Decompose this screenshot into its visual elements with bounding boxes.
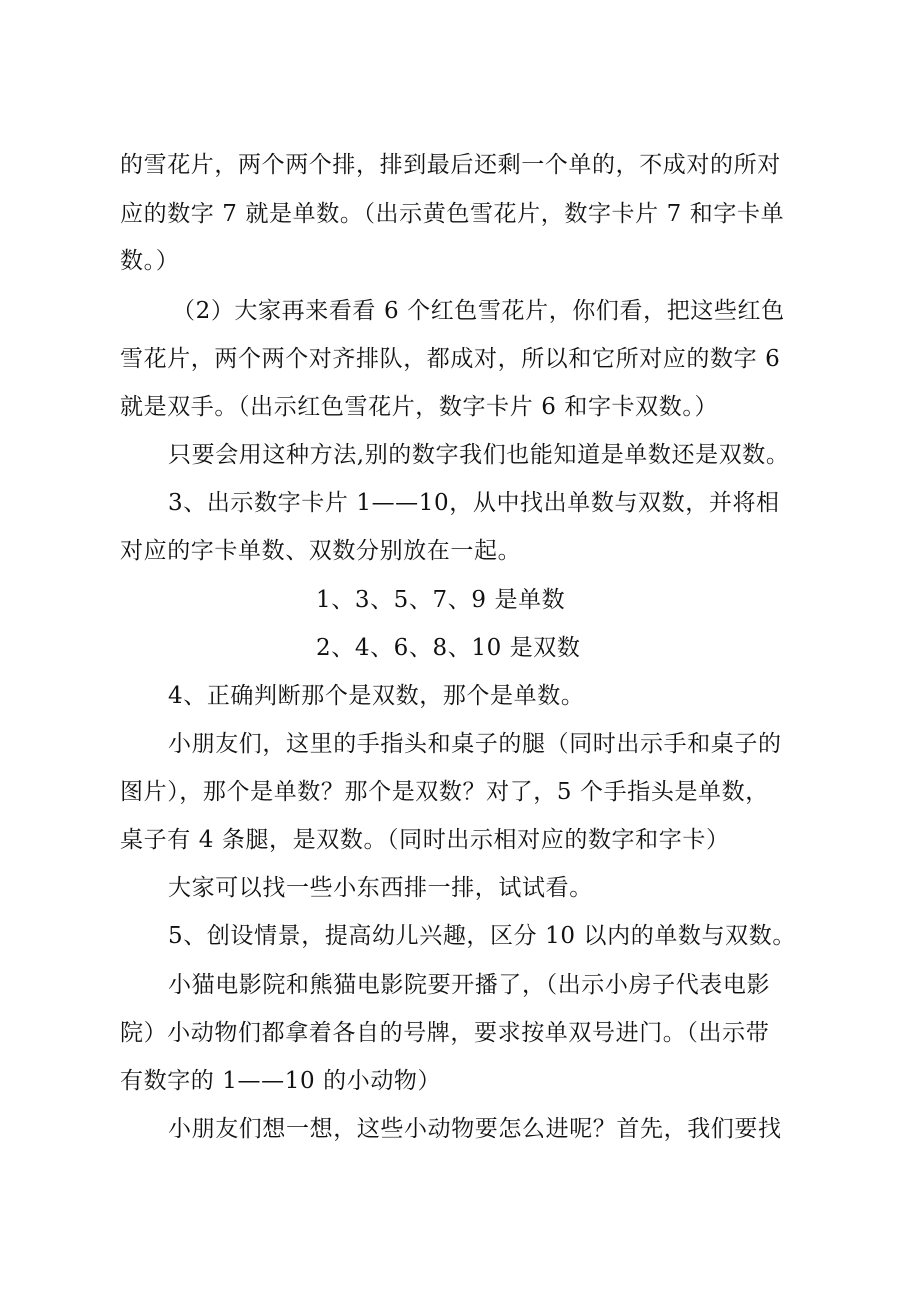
text-line: 只要会用这种方法,别的数字我们也能知道是单数还是双数。 [168, 442, 790, 468]
text-line: 1、3、5、7、9 是单数 [316, 587, 566, 613]
text-line: 小猫电影院和熊猫电影院要开播了，（出示小房子代表电影 [168, 972, 771, 998]
text-line: 图片），那个是单数？那个是双数？对了，5 个手指头是单数， [120, 779, 769, 805]
text-line: 院）小动物们都拿着各自的号牌，要求按单双号进门。（出示带 [120, 1020, 770, 1046]
text-line: 应的数字 7 就是单数。（出示黄色雪花片，数字卡片 7 和字卡单 [120, 201, 785, 227]
text-line: 有数字的 1——10 的小动物） [120, 1068, 442, 1094]
text-line: 小朋友们想一想，这些小动物要怎么进呢？首先，我们要找 [168, 1116, 782, 1142]
text-line: 桌子有 4 条腿，是双数。（同时出示相对应的数字和字卡） [120, 827, 730, 853]
text-line: 2、4、6、8、10 是双数 [316, 635, 581, 661]
text-line: 就是双手。（出示红色雪花片，数字卡片 6 和字卡双数。） [120, 394, 719, 420]
text-line: （2）大家再来看看 6 个红色雪花片，你们看，把这些红色 [172, 298, 785, 324]
text-line: 4、正确判断那个是双数，那个是单数。 [168, 683, 585, 709]
text-line: 3、出示数字卡片 1——10，从中找出单数与双数，并将相 [168, 490, 780, 516]
text-line: 5、创设情景，提高幼儿兴趣，区分 10 以内的单数与双数。 [168, 923, 796, 949]
text-line: 对应的字卡单数、双数分别放在一起。 [120, 538, 522, 564]
text-line: 的雪花片，两个两个排，排到最后还剩一个单的，不成对的所对 [120, 152, 781, 178]
text-line: 大家可以找一些小东西排一排，试试看。 [168, 875, 593, 901]
text-line: 小朋友们，这里的手指头和桌子的腿（同时出示手和桌子的 [168, 731, 782, 757]
text-line: 雪花片，两个两个对齐排队，都成对，所以和它所对应的数字 6 [120, 346, 781, 372]
text-line: 数。） [120, 248, 180, 274]
